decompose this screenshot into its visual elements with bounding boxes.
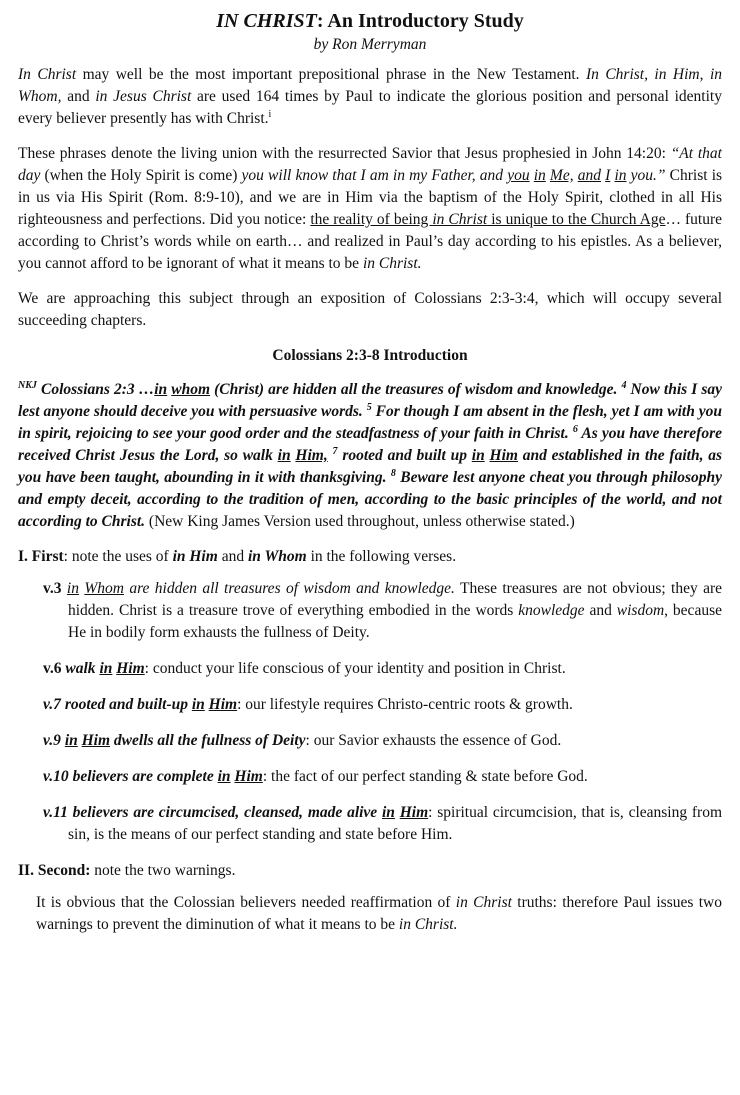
paragraph-union (18, 143, 722, 275)
title-rest: : An Introductory Study (316, 10, 524, 32)
phrase: in Whom (247, 548, 307, 565)
verse-item-v6 (43, 658, 722, 680)
verse-number: 6 (572, 423, 578, 435)
quote: ” (656, 167, 666, 184)
text: : note the uses of (63, 548, 173, 565)
verse-text: Colossians 2:3 … (36, 381, 155, 398)
quote: you will know that I am in my Father, and (241, 167, 508, 184)
quote: and (577, 167, 601, 184)
text: It is obvious that the Colossian believers needed reaffirmation of (36, 894, 456, 911)
text: Christ is in us via His Spirit (Rom. 8:9-10), and we are in Him via the baptism of the Holy Spirit, clothed in all His righteousness and perfections. Did you notice: (18, 167, 723, 228)
quote: in (614, 167, 627, 184)
verse-item-v3 (43, 578, 722, 644)
paragraph-approach: We are approaching this subject through an exposition of Colossians 2:3-3:4, which will occupy several succeeding chapters. (18, 290, 722, 329)
verse-number: 8 (390, 467, 396, 479)
text: and (584, 602, 617, 619)
phrase: in Christ (455, 894, 512, 911)
verse-item-v9 (43, 730, 722, 752)
phrase: in (99, 660, 113, 677)
point-label: First (31, 548, 64, 565)
verse-text: in (471, 447, 485, 464)
title-italic: IN CHRIST (216, 10, 317, 32)
text: : the fact of our perfect standing & state before God. (262, 768, 588, 785)
verse-item-v10 (43, 766, 722, 788)
phrase: In Christ, in Him, in Whom, (18, 66, 722, 105)
verse-text: Now this I say lest anyone should deceive you with persuasive words. (18, 381, 723, 420)
text: may well be the most important prepositional phrase in the New Testament. (76, 66, 586, 83)
phrase: In Christ (18, 66, 77, 83)
quote: Me, (549, 167, 574, 184)
verse-text: As you have therefore received Christ Jesus the Lord, so walk (18, 425, 722, 464)
phrase: believers are complete (72, 768, 214, 785)
verse-text: in (277, 447, 291, 464)
text: and (61, 88, 96, 105)
version-tag: NKJ (18, 379, 37, 391)
text: , because He in bodily form exhausts the fullness of Deity. (68, 602, 722, 641)
text: are used 164 times by Paul to indicate the glorious position and personal identity every believer presently has with Christ. (18, 88, 722, 127)
point-first (18, 546, 722, 568)
text: truths: therefore Paul issues two warnings to prevent the diminution of what it means to be (36, 894, 722, 933)
verse-ref: v.7 (43, 696, 61, 713)
verse-item-v11 (43, 802, 722, 846)
phrase: in Christ. (362, 255, 422, 272)
byline: by Ron Merryman (313, 36, 427, 53)
underlined-text: the reality of being (310, 211, 433, 228)
phrase: in (382, 804, 395, 821)
version-note: (New King James Version used throughout, unless otherwise stated.) (145, 513, 575, 530)
phrase: believers are circumcised, cleansed, made alive (72, 804, 378, 821)
text: : spiritual circumcision, that is, cleansing from sin, is the means of our perfect standing and state before Him. (68, 804, 723, 843)
phrase: Him (234, 768, 263, 785)
verse-ref: v.9 (43, 732, 61, 749)
phrase: Him (399, 804, 429, 821)
phrase: knowledge (518, 602, 585, 619)
text: : conduct your life conscious of your identity and position in Christ. (144, 660, 566, 677)
point-second (18, 860, 722, 882)
phrase: rooted and built-up (64, 696, 188, 713)
text: and (217, 548, 248, 565)
page-title (18, 8, 722, 34)
verse-text: Him, (295, 447, 328, 464)
phrase: in Jesus Christ (95, 88, 192, 105)
verse-text: and established in the faith, as you have been taught, abounding in it with thanksgiving. (18, 447, 723, 486)
verse-number: 5 (366, 401, 372, 413)
phrase: Him (116, 660, 145, 677)
section-heading: Colossians 2:3-8 Introduction (272, 347, 468, 364)
paragraph-warnings (36, 892, 722, 936)
verse-text: rooted and built up (337, 447, 472, 464)
phrase: are hidden all treasures of wisdom and knowledge. (123, 580, 455, 597)
point-number: I. (18, 548, 28, 565)
quote: you (507, 167, 530, 184)
text: note the two warnings. (90, 862, 236, 879)
phrase: walk (65, 660, 96, 677)
paragraph-intro (18, 64, 722, 130)
text: : our lifestyle requires Christo-centric roots & growth. (237, 696, 573, 713)
phrase: in (66, 580, 79, 597)
phrase: Him (81, 732, 111, 749)
phrase: in (217, 768, 231, 785)
text: These phrases denote the living union with the resurrected Savior that Jesus prophesied in John 14:20: (18, 145, 671, 162)
verse-text: in (154, 381, 168, 398)
point-number: II. (18, 862, 34, 879)
quote: “At that day (18, 145, 722, 184)
verse-ref: v.6 (43, 660, 62, 677)
phrase: in (64, 732, 78, 749)
point-label: Second: (37, 862, 91, 879)
verse-ref: v.11 (43, 804, 68, 821)
verse-text: Beware lest anyone cheat you through philosophy and empty deceit, according to the tradition of men, according to the basic principles of the world, and not according to Christ. (18, 469, 722, 530)
endnote-marker: i (268, 108, 272, 120)
verse-number: 7 (332, 445, 338, 457)
scripture-passage (18, 379, 722, 533)
phrase: Whom (84, 580, 124, 597)
verse-ref: v.3 (43, 580, 62, 597)
text: : our Savior exhausts the essence of God. (305, 732, 562, 749)
verse-text: (Christ) are hidden all the treasures of wisdom and knowledge. (210, 381, 618, 398)
text: in the following verses. (306, 548, 457, 565)
text: … future according to Christ’s words while on earth… and realized in Paul’s day according to his epistles. As a believer, you cannot afford to be ignorant of what it means to be (18, 211, 723, 272)
text: These treasures are not obvious; they are hidden. Christ is a treasure trove of everything embodied in the words (68, 580, 723, 619)
phrase: Him (208, 696, 238, 713)
verse-number: 4 (621, 379, 627, 391)
quote: in (533, 167, 546, 184)
phrase: wisdom (616, 602, 665, 619)
verse-text: Him (489, 447, 518, 464)
phrase: in (191, 696, 205, 713)
quote: I (605, 167, 611, 184)
quote: you. (630, 167, 657, 184)
verse-text: whom (171, 381, 211, 398)
verse-text: For though I am absent in the flesh, yet I am with you in spirit, rejoicing to see your good order and the steadfastness of your faith in Christ. (18, 403, 722, 442)
verse-item-v7 (43, 694, 722, 716)
underlined-text: in Christ (432, 211, 488, 228)
underlined-text: is unique to the Church Age (487, 211, 666, 228)
phrase: in Christ. (398, 916, 458, 933)
verse-ref: v.10 (43, 768, 69, 785)
text: (when the Holy Spirit is come) (40, 167, 242, 184)
phrase: dwells all the fullness of Deity (110, 732, 306, 749)
phrase: in Him (172, 548, 218, 565)
